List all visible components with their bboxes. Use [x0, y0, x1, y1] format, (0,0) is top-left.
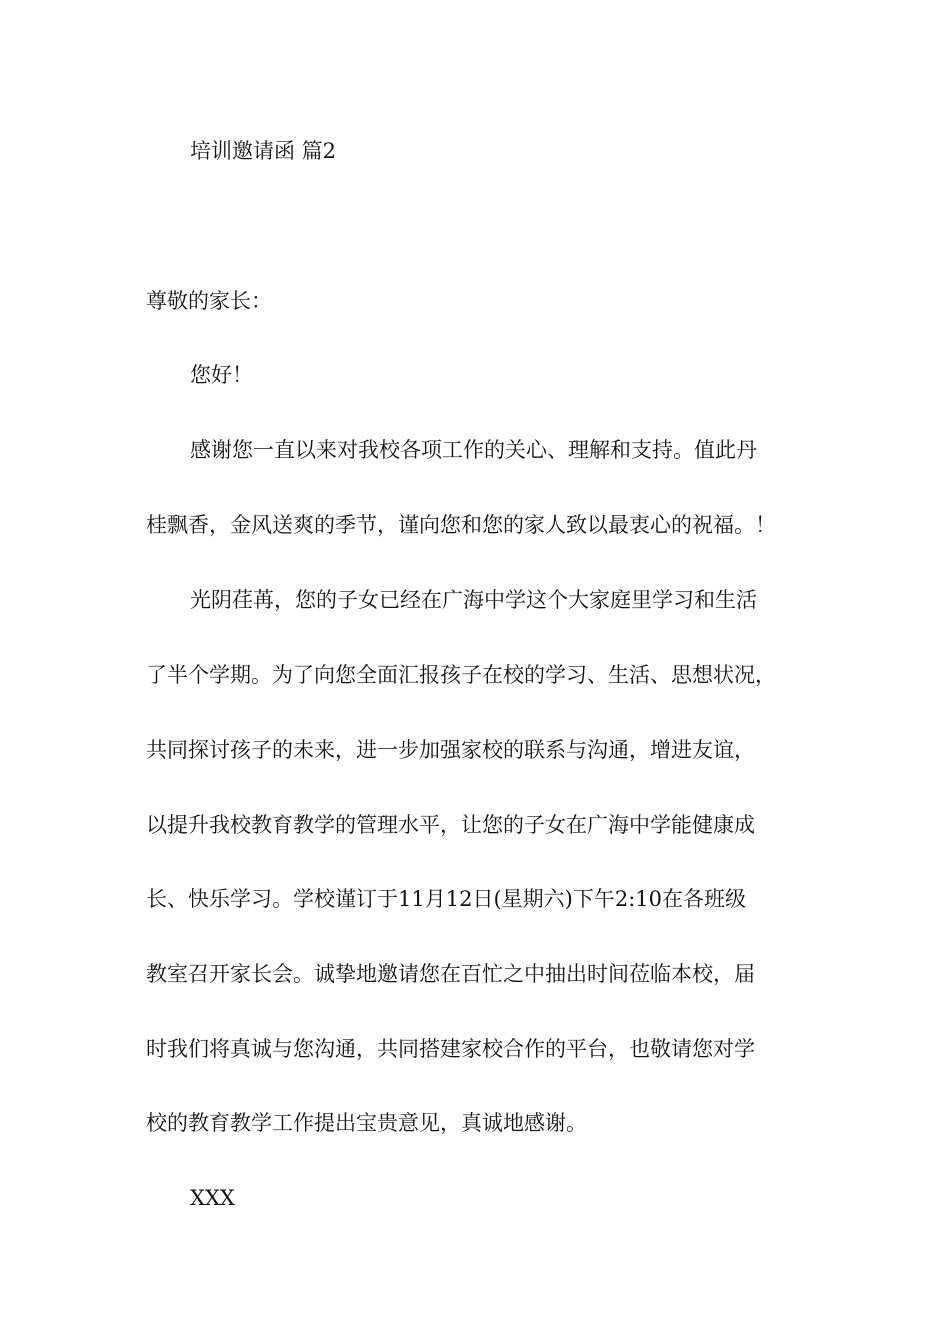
signature: XXX	[190, 1186, 235, 1210]
paragraph-line: 了半个学期。为了向您全面汇报孩子在校的学习、生活、思想状况，	[146, 663, 776, 687]
paragraph-line: 以提升我校教育教学的管理水平，让您的子女在广海中学能健康成	[146, 813, 755, 837]
paragraph-line: 教室召开家长会。诚挚地邀请您在百忙之中抽出时间莅临本校，届	[146, 962, 755, 986]
paragraph-line: 共同探讨孩子的未来，进一步加强家校的联系与沟通，增进友谊，	[146, 738, 755, 762]
paragraph-line: 校的教育教学工作提出宝贵意见，真诚地感谢。	[146, 1111, 587, 1135]
paragraph-line: 感谢您一直以来对我校各项工作的关心、理解和支持。值此丹	[190, 438, 757, 462]
paragraph-line: 长、快乐学习。学校谨订于11月12日(星期六)下午2:10在各班级	[146, 887, 746, 911]
greeting: 您好！	[190, 363, 253, 387]
paragraph-line: 时我们将真诚与您沟通，共同搭建家校合作的平台，也敬请您对学	[146, 1037, 755, 1061]
document-title: 培训邀请函 篇2	[190, 139, 337, 163]
paragraph-line: 桂飘香，金风送爽的季节，谨向您和您的家人致以最衷心的祝福。！	[146, 513, 776, 537]
salutation: 尊敬的家长：	[146, 289, 272, 313]
paragraph-line: 光阴荏苒，您的子女已经在广海中学这个大家庭里学习和生活	[190, 588, 757, 612]
